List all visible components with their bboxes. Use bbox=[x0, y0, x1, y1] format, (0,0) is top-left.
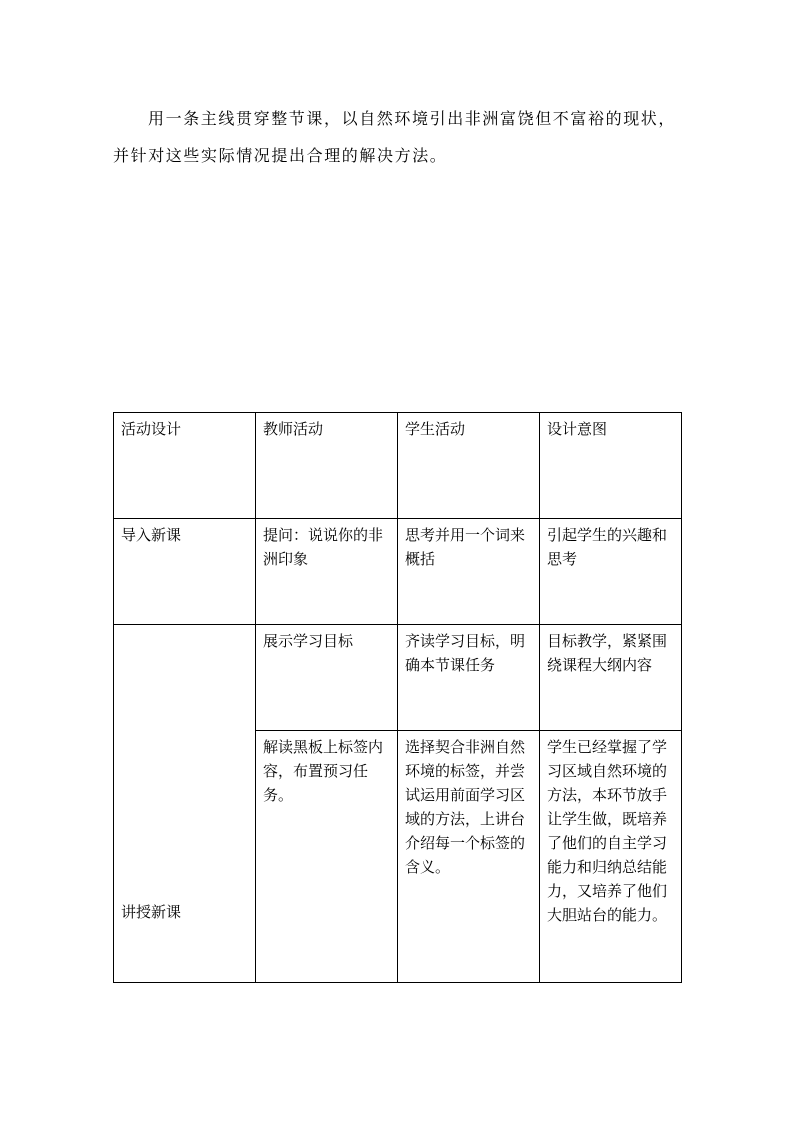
header-teacher-activity: 教师活动 bbox=[256, 413, 398, 519]
header-student-activity: 学生活动 bbox=[398, 413, 540, 519]
table-header-row bbox=[114, 413, 682, 519]
cell-activity: 导入新课 bbox=[114, 519, 256, 625]
intro-paragraph: 用一条主线贯穿整节课，以自然环境引出非洲富饶但不富裕的现状，并针对这些实际情况提出合理的解决方法。 bbox=[113, 109, 677, 165]
cell-student: 选择契合非洲自然环境的标签，并尝试运用前面学习区域的方法，上讲台介绍每一个标签的含义。 bbox=[398, 731, 540, 983]
table-row bbox=[114, 519, 682, 625]
table-row bbox=[114, 625, 682, 731]
header-design-intent: 设计意图 bbox=[540, 413, 682, 519]
cell-student: 齐读学习目标，明确本节课任务 bbox=[398, 625, 540, 731]
header-activity-design: 活动设计 bbox=[114, 413, 256, 519]
cell-student: 思考并用一个词来概括 bbox=[398, 519, 540, 625]
cell-intent: 目标教学，紧紧围绕课程大纲内容 bbox=[540, 625, 682, 731]
lesson-plan-table bbox=[113, 412, 682, 983]
cell-intent: 学生已经掌握了学习区域自然环境的方法，本环节放手让学生做，既培养了他们的自主学习能力和归纳总结能力，又培养了他们大胆站台的能力。 bbox=[540, 731, 682, 983]
cell-teacher: 解读黑板上标签内容，布置预习任务。 bbox=[256, 731, 398, 983]
cell-teacher: 提问：说说你的非洲印象 bbox=[256, 519, 398, 625]
cell-activity: 讲授新课 bbox=[114, 625, 256, 983]
cell-intent: 引起学生的兴趣和思考 bbox=[540, 519, 682, 625]
cell-teacher: 展示学习目标 bbox=[256, 625, 398, 731]
